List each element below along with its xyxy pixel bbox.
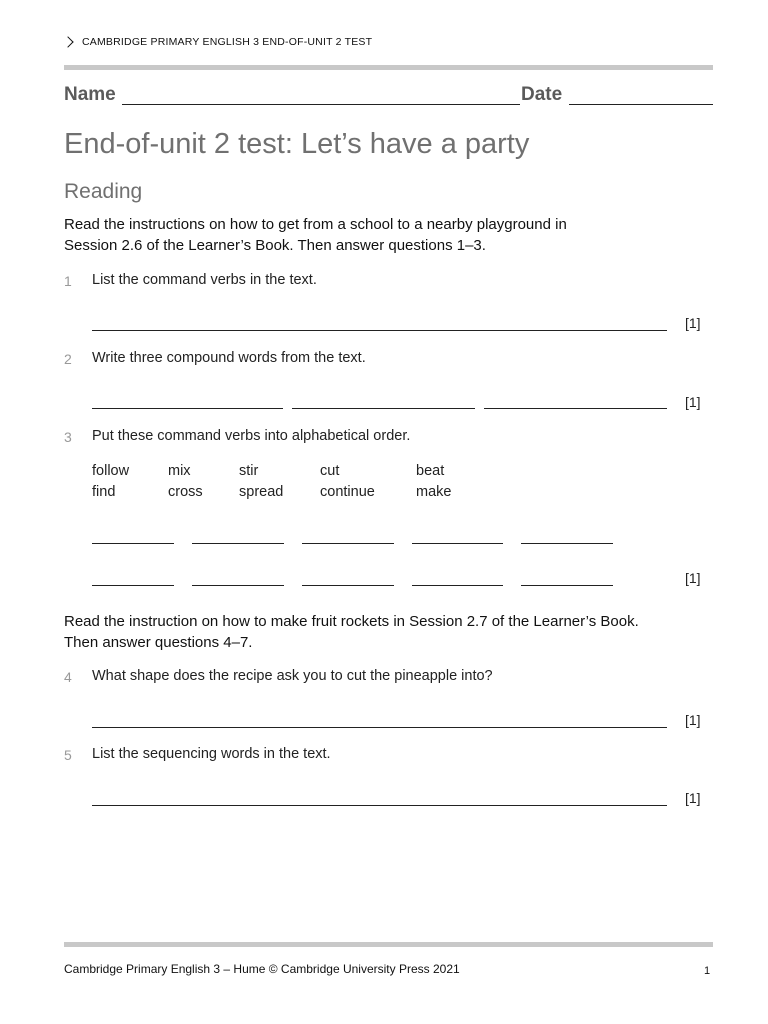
question-number: 1 [64, 273, 72, 289]
chevron-right-icon [62, 36, 73, 47]
answer-line[interactable] [412, 543, 503, 544]
verb-word: spread [239, 484, 284, 500]
verb-word: stir [239, 463, 259, 479]
question-number: 5 [64, 747, 72, 763]
question-number: 4 [64, 669, 72, 685]
mark-allocation: [1] [685, 570, 701, 586]
verb-word: make [416, 484, 452, 500]
verb-word: cross [168, 484, 203, 500]
footer-rule [64, 942, 713, 947]
name-label: Name [64, 84, 116, 105]
question-text: List the command verbs in the text. [92, 272, 317, 288]
answer-line[interactable] [92, 805, 667, 806]
answer-line[interactable] [292, 408, 475, 409]
date-field[interactable] [569, 104, 713, 105]
instruction-line: Then answer questions 4–7. [64, 634, 253, 651]
verb-word: find [92, 484, 116, 500]
answer-line[interactable] [412, 585, 503, 586]
instruction-line: Session 2.6 of the Learner’s Book. Then answer questions 1–3. [64, 237, 486, 254]
verb-word: continue [320, 484, 375, 500]
instructions-part-2 [64, 611, 639, 653]
answer-line[interactable] [92, 330, 667, 331]
instruction-line: Read the instruction on how to make fruit rockets in Session 2.7 of the Learner’s Book. [64, 613, 639, 630]
answer-line[interactable] [302, 585, 394, 586]
answer-line[interactable] [92, 727, 667, 728]
page-title: End-of-unit 2 test: Let’s have a party [64, 128, 530, 160]
mark-allocation: [1] [685, 712, 701, 728]
verb-word: beat [416, 463, 445, 479]
answer-line[interactable] [92, 585, 174, 586]
footer-copyright: Cambridge Primary English 3 – Hume © Cambridge University Press 2021 [64, 962, 460, 976]
verb-word: follow [92, 463, 130, 479]
answer-line[interactable] [302, 543, 394, 544]
question-text: What shape does the recipe ask you to cut the pineapple into? [92, 668, 493, 684]
header-rule [64, 65, 713, 70]
instruction-line: Read the instructions on how to get from a school to a nearby playground in [64, 216, 567, 233]
question-number: 2 [64, 351, 72, 367]
instructions-part-1 [64, 214, 567, 256]
running-header [64, 36, 372, 48]
answer-line[interactable] [92, 408, 283, 409]
answer-line[interactable] [484, 408, 667, 409]
name-field[interactable] [122, 104, 520, 105]
verb-word: mix [168, 463, 191, 479]
page-number: 1 [704, 965, 711, 977]
section-heading: Reading [64, 180, 143, 203]
answer-line[interactable] [192, 543, 284, 544]
question-text: Put these command verbs into alphabetical order. [92, 428, 411, 444]
mark-allocation: [1] [685, 394, 701, 410]
question-text: Write three compound words from the text. [92, 350, 366, 366]
date-label: Date [521, 84, 563, 105]
question-text: List the sequencing words in the text. [92, 746, 331, 762]
answer-line[interactable] [92, 543, 174, 544]
answer-line[interactable] [521, 543, 613, 544]
name-date-row [64, 84, 713, 108]
answer-line[interactable] [192, 585, 284, 586]
answer-line[interactable] [521, 585, 613, 586]
mark-allocation: [1] [685, 790, 701, 806]
verb-word: cut [320, 463, 340, 479]
series-title: CAMBRIDGE PRIMARY ENGLISH 3 END-OF-UNIT 2 TEST [82, 36, 373, 48]
mark-allocation: [1] [685, 315, 701, 331]
question-number: 3 [64, 429, 72, 445]
